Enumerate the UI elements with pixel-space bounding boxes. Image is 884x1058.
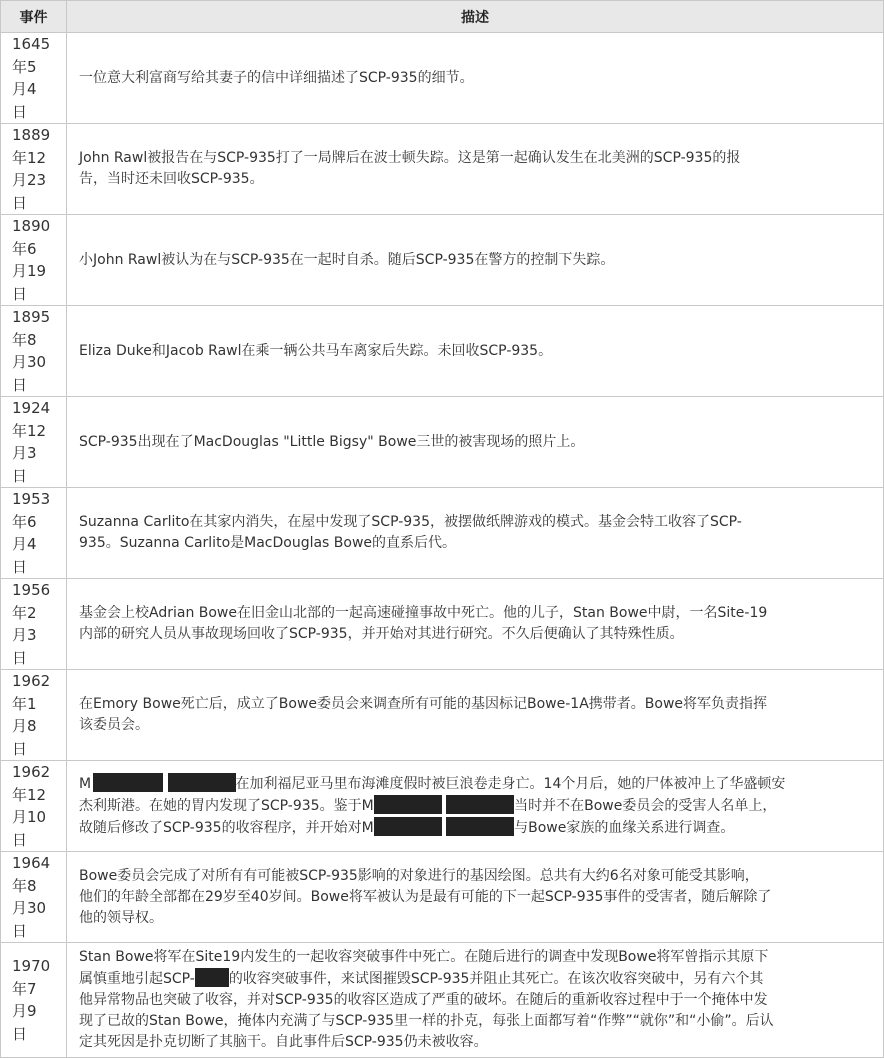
event-description: John Rawl被报告在与SCP-935打了一局牌后在波士顿失踪。这是第一起确认发生在北美洲的SCP-935的报 告，当时还未回收SCP-935。	[67, 124, 884, 215]
table-row	[1, 306, 884, 397]
redaction-block	[446, 817, 514, 836]
event-date: 1962 年1 月8 日	[1, 670, 67, 761]
table-row	[1, 124, 884, 215]
table-row	[1, 488, 884, 579]
event-date: 1890 年6 月19 日	[1, 215, 67, 306]
table-row	[1, 943, 884, 1058]
event-description: 在Emory Bowe死亡后，成立了Bowe委员会来调查所有可能的基因标记Bowe-1A携带者。Bowe将军负责指挥 该委员会。	[67, 670, 884, 761]
date-month: 年5	[12, 57, 37, 76]
event-date: 1895 年8 月30 日	[1, 306, 67, 397]
table-row	[1, 852, 884, 943]
event-date: 1889 年12 月23 日	[1, 124, 67, 215]
header-event: 事件	[1, 1, 67, 33]
redaction-block	[168, 773, 236, 792]
header-row	[1, 1, 884, 33]
event-description: 基金会上校Adrian Bowe在旧金山北部的一起高速碰撞事故中死亡。他的儿子，Stan Bowe中尉，一名Site-19 内部的研究人员从事故现场回收了SCP-935，并开始对其进行研究。不久后便确认了其特殊性质。	[67, 579, 884, 670]
header-description: 描述	[67, 1, 884, 33]
redaction-block	[374, 795, 442, 814]
event-description: Eliza Duke和Jacob Rawl在乘一辆公共马车离家后失踪。未回收SCP-935。	[67, 306, 884, 397]
event-description: 小John Rawl被认为在与SCP-935在一起时自杀。随后SCP-935在警方的控制下失踪。	[67, 215, 884, 306]
redaction-block	[93, 773, 163, 792]
table-row	[1, 670, 884, 761]
table-row	[1, 761, 884, 852]
event-date: 1956 年2 月3 日	[1, 579, 67, 670]
event-date: 1964 年8 月30 日	[1, 852, 67, 943]
redaction-block	[374, 817, 442, 836]
date-day: 月4	[12, 80, 37, 98]
event-description: M 在加利福尼亚马里布海滩度假时被巨浪卷走身亡。14个月后，她的尸体被冲上了华盛顿安 杰利斯港。在她的胃内发现了SCP-935。鉴于M 当时并不在Bowe委员会的受害人名单上， 故随后修改了SCP-935的收容程序，并开始对M 与Bowe家族的血缘关系进行调查。	[67, 761, 884, 852]
event-date: 1970 年7 月9 日	[1, 943, 67, 1058]
date-suffix: 日	[12, 102, 28, 121]
event-date: 1962 年12 月10 日	[1, 761, 67, 852]
table-row	[1, 397, 884, 488]
event-description: Bowe委员会完成了对所有有可能被SCP-935影响的对象进行的基因绘图。总共有大约6名对象可能受其影响， 他们的年龄全部都在29岁至40岁间。Bowe将军被认为是最有可能的下一起SCP-935事件的受害者，随后解除了 他的领导权。	[67, 852, 884, 943]
redaction-block	[195, 968, 229, 987]
table-row	[1, 33, 884, 124]
event-description: Suzanna Carlito在其家内消失，在屋中发现了SCP-935，被摆做纸牌游戏的模式。基金会特工收容了SCP- 935。Suzanna Carlito是MacDouglas Bowe的直系后代。	[67, 488, 884, 579]
date-year: 1645	[12, 35, 51, 53]
event-date: 1924 年12 月3 日	[1, 397, 67, 488]
event-description: Stan Bowe将军在Site19内发生的一起收容突破事件中死亡。在随后进行的调查中发现Bowe将军曾指示其原下 属慎重地引起SCP- 的收容突破事件，来试图摧毁SCP-935并阻止其死亡。在该次收容突破中，另有六个其 他异常物品也突破了收容，并对SCP-935的收容区造成了严重的破坏。在随后的重新收容过程中于一个掩体中发 现了已故的Stan Bowe，掩体内充满了与SCP-935里一样的扑克，每张上面都写着“作弊”“就你”和“小偷”。后认 定其死因是扑克切断了其脑干。自此事件后SCP-935仍未被收容。	[67, 943, 884, 1058]
redaction-block	[446, 795, 514, 814]
table-row	[1, 215, 884, 306]
table-row	[1, 579, 884, 670]
event-description: 一位意大利富商写给其妻子的信中详细描述了SCP-935的细节。	[67, 33, 884, 124]
event-description: SCP-935出现在了MacDouglas "Little Bigsy" Bowe三世的被害现场的照片上。	[67, 397, 884, 488]
event-date	[1, 33, 67, 124]
event-date: 1953 年6 月4 日	[1, 488, 67, 579]
